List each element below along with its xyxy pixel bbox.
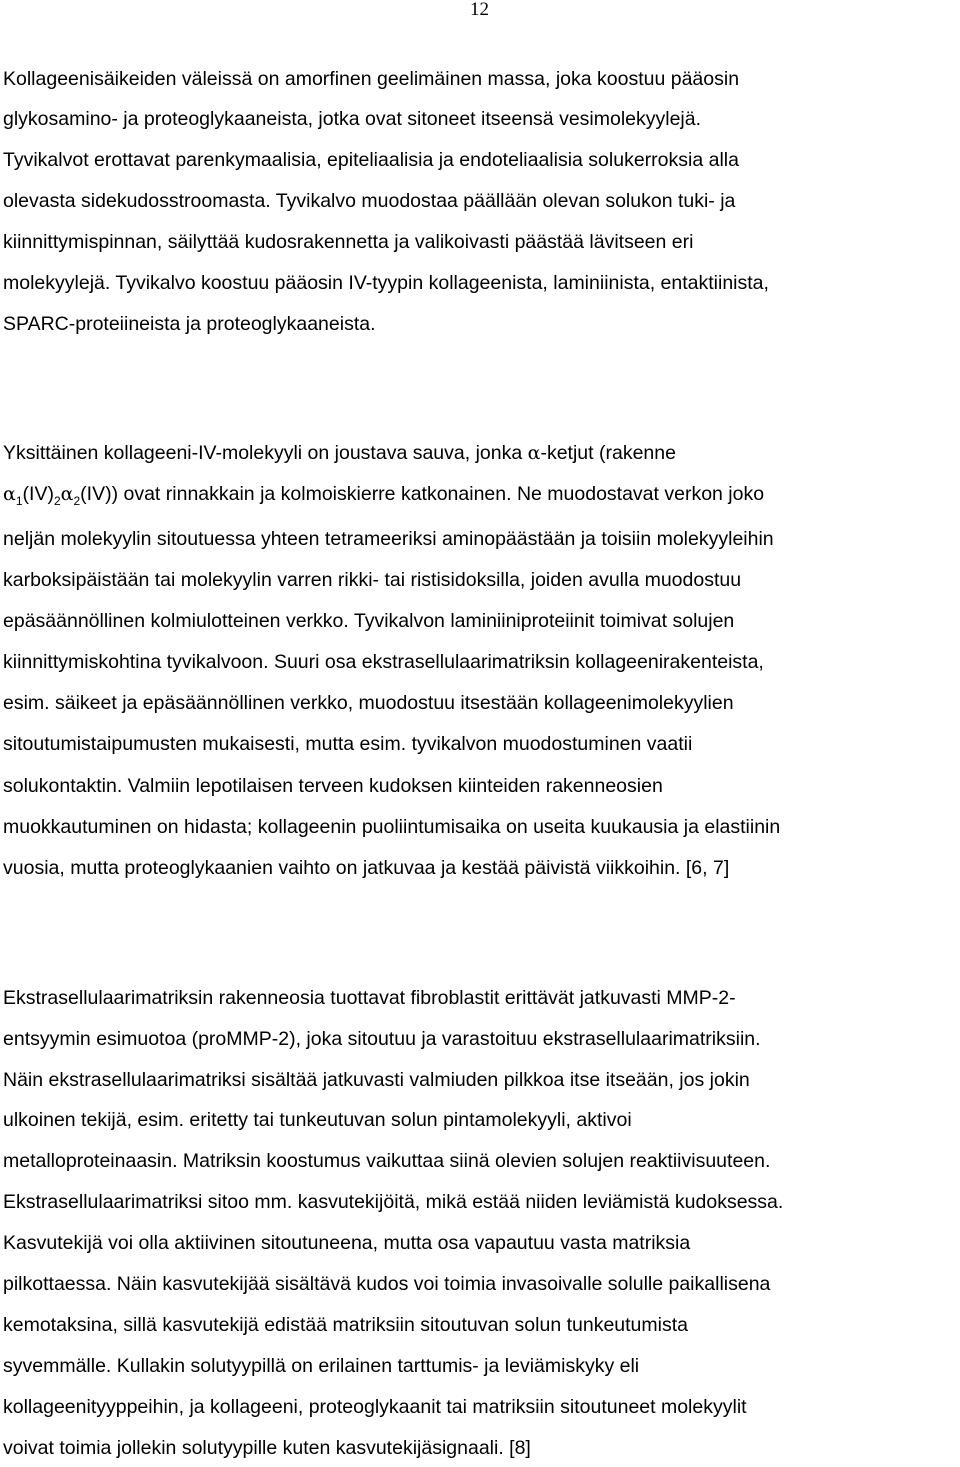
text-line: sitoutumistaipumusten mukaisesti, mutta esim. tyvikalvon muodostuminen vaatii [3, 733, 693, 755]
page-number: 12 [470, 0, 489, 20]
text-line: Näin ekstrasellulaarimatriksi sisältää jatkuvasti valmiuden pilkkoa itse itseään, jos jokin [3, 1069, 750, 1091]
subscript: 2 [73, 494, 81, 508]
alpha-symbol: α [3, 483, 16, 505]
text-line: neljän molekyylin sitoutuessa yhteen tetrameeriksi aminopäästään ja toisiin molekyyleihin [3, 528, 774, 550]
text-segment: -ketjut (rakenne [540, 442, 676, 464]
text-line: Ekstrasellulaarimatriksin rakenneosia tuottavat fibroblastit erittävät jatkuvasti MMP-2- [3, 987, 736, 1009]
subscript: 1 [15, 494, 23, 508]
subscript: 2 [53, 494, 61, 508]
text-line: pilkottaessa. Näin kasvutekijää sisältävä kudos voi toimia invasoivalle solulle paikallisena [3, 1273, 771, 1295]
text-line: Kollageenisäikeiden väleissä on amorfinen geelimäinen massa, joka koostuu pääosin [3, 68, 740, 90]
text-line: ulkoinen tekijä, esim. eritetty tai tunkeutuvan solun pintamolekyyli, aktivoi [3, 1109, 632, 1131]
text-line: entsyymin esimuotoa (proMMP-2), joka sitoutuu ja varastoituu ekstrasellulaarimatriksiin. [3, 1028, 761, 1050]
formula-line [3, 482, 764, 506]
text-line: kemotaksina, sillä kasvutekijä edistää matriksiin sitoutuvan solun tunkeutumista [3, 1314, 688, 1336]
text-line: syvemmälle. Kullakin solutyypillä on erilainen tarttumis- ja leviämiskyky eli [3, 1355, 640, 1377]
text-line: Ekstrasellulaarimatriksi sitoo mm. kasvutekijöitä, mikä estää niiden leviämistä kudoksessa. [3, 1191, 784, 1213]
text-segment: (IV) [22, 483, 54, 505]
text-line: SPARC-proteiineista ja proteoglykaaneista. [3, 313, 376, 335]
text-line: voivat toimia jollekin solutyypille kuten kasvutekijäsignaali. [8] [3, 1437, 531, 1459]
text-line: muokkautuminen on hidasta; kollageenin puoliintumisaika on useita kuukausia ja elastiinin [3, 816, 781, 838]
text-line: karboksipäistään tai molekyylin varren rikki- tai ristisidoksilla, joiden avulla muodostuu [3, 569, 742, 591]
text-line [3, 441, 676, 465]
text-line: glykosamino- ja proteoglykaaneista, jotka ovat sitoneet itseensä vesimolekyylejä. [3, 108, 702, 130]
text-line: olevasta sidekudosstroomasta. Tyvikalvo muodostaa päällään olevan solukon tuki- ja [3, 190, 736, 212]
text-line: Kasvutekijä voi olla aktiivinen sitoutuneena, mutta osa vapautuu vasta matriksia [3, 1232, 691, 1254]
text-line: esim. säikeet ja epäsäännöllinen verkko, muodostuu itsestään kollageenimolekyylien [3, 692, 734, 714]
text-line: kollageenityyppeihin, ja kollageeni, proteoglykaanit tai matriksiin sitoutuneet molekyylit [3, 1396, 747, 1418]
alpha-symbol: α [527, 442, 541, 464]
text-segment: Yksittäinen kollageeni-IV-molekyyli on joustava sauva, jonka [3, 442, 528, 464]
text-segment: (IV)) ovat rinnakkain ja kolmoiskierre katkonainen. Ne muodostavat verkon joko [80, 483, 765, 505]
text-line: molekyylejä. Tyvikalvo koostuu pääosin IV-tyypin kollageenista, laminiinista, entaktiinista, [3, 272, 769, 294]
text-line: kiinnittymiskohtina tyvikalvoon. Suuri osa ekstrasellulaarimatriksin kollageenirakenteista, [3, 651, 764, 673]
text-line: solukontaktin. Valmiin lepotilaisen terveen kudoksen kiinteiden rakenneosien [3, 775, 663, 797]
text-line: metalloproteinaasin. Matriksin koostumus vaikuttaa siinä olevien solujen reaktiivisuuteen. [3, 1150, 771, 1172]
text-line: epäsäännöllinen kolmiulotteinen verkko. Tyvikalvon laminiiniproteiinit toimivat solujen [3, 610, 735, 632]
text-line: vuosia, mutta proteoglykaanien vaihto on jatkuvaa ja kestää päivistä viikkoihin. [6, 7] [3, 857, 730, 879]
alpha-symbol: α [60, 483, 74, 505]
text-line: Tyvikalvot erottavat parenkymaalisia, epiteliaalisia ja endoteliaalisia solukerroksia alla [3, 149, 739, 171]
text-line: kiinnittymispinnan, säilyttää kudosrakennetta ja valikoivasti päästää lävitseen eri [3, 231, 694, 253]
